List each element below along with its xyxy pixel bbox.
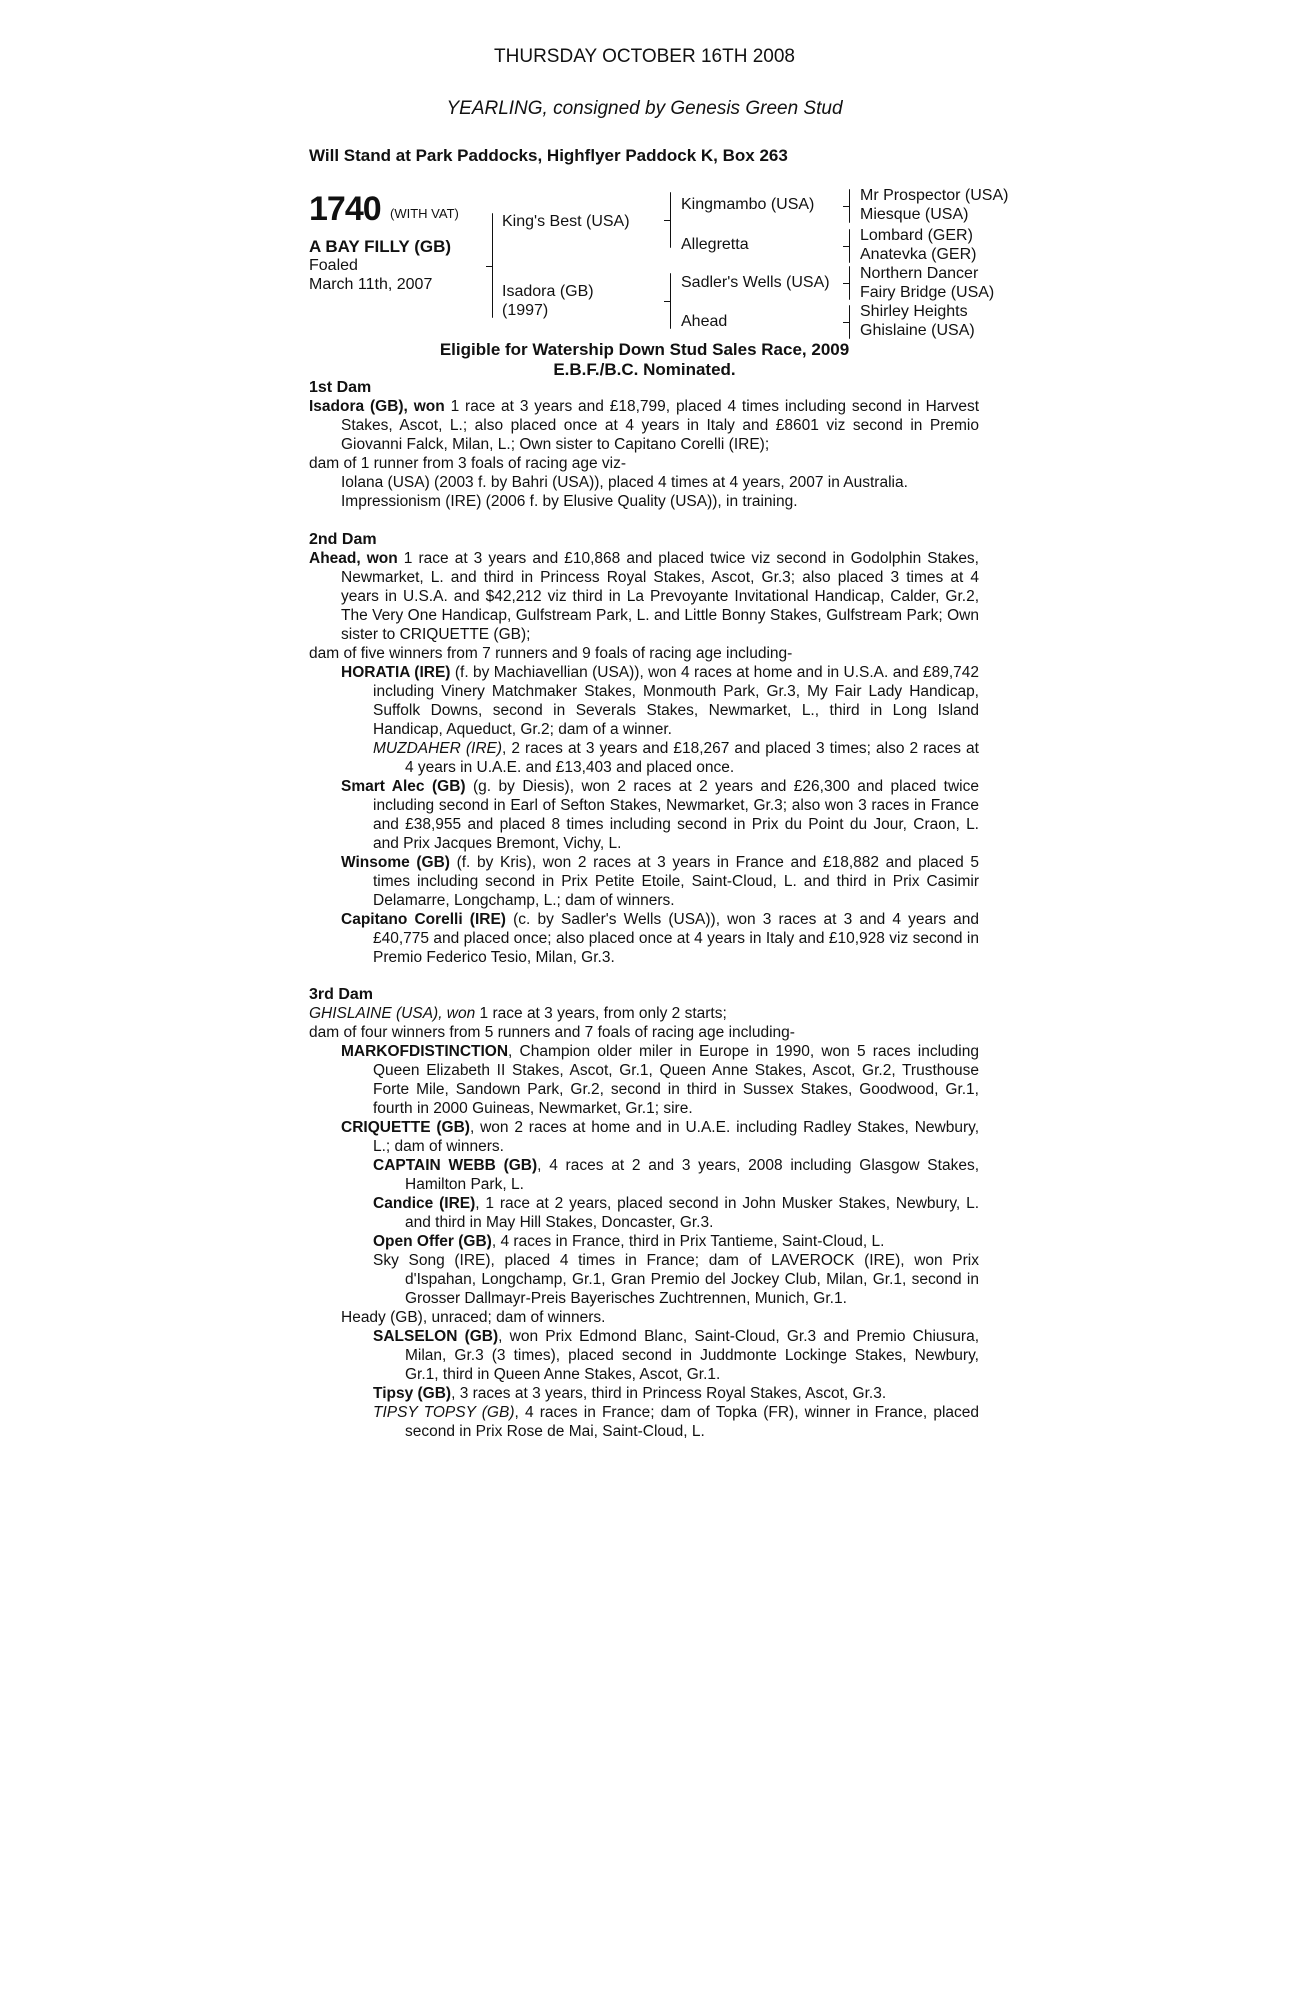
progeny-text: , won Prix Edmond Blanc, Saint-Cloud, Gr.3 and Premio Chiusura, Milan, Gr.3 (3 times), placed second in Juddmonte Lockinge Stakes, Newbury, Gr.1, third in Queen Anne Stakes, Ascot, Gr.1. bbox=[405, 1328, 979, 1383]
progeny-entry bbox=[309, 1384, 979, 1403]
progeny-name: CAPTAIN WEBB (GB) bbox=[373, 1157, 538, 1174]
pedigree-brace bbox=[849, 266, 850, 300]
progeny-entry bbox=[309, 1118, 979, 1156]
progeny-name: HORATIA (IRE) bbox=[341, 664, 451, 681]
progeny-name: Heady (GB) bbox=[341, 1309, 423, 1326]
progeny-entry bbox=[309, 739, 979, 777]
second-dam-section bbox=[309, 530, 979, 967]
section-heading: 2nd Dam bbox=[309, 531, 377, 548]
progeny-entry bbox=[309, 663, 979, 739]
pedigree-dam: Isadora (GB) bbox=[502, 283, 594, 300]
progeny-entry bbox=[309, 1327, 979, 1384]
first-dam-section bbox=[309, 378, 979, 511]
pedigree-dam-year: (1997) bbox=[502, 302, 549, 319]
progeny-entry bbox=[309, 1308, 979, 1327]
progeny-entry bbox=[309, 910, 979, 967]
progeny-name: MUZDAHER (IRE) bbox=[373, 740, 503, 757]
pedigree-brace bbox=[670, 192, 671, 248]
progeny-text: (f. by Machiavellian (USA)), won 4 races at home and in U.S.A. and £89,742 including Vinery Matchmaker Stakes, Monmouth Park, Gr.3, My Fair Lady Handicap, Suffolk Downs, second in Severals Stakes, Newmarket, L., third in Long Island Handicap, Aqueduct, Gr.2; dam of a winner. bbox=[373, 664, 980, 738]
progeny-name: Capitano Corelli (IRE) bbox=[341, 911, 506, 928]
progeny-name: Candice (IRE) bbox=[373, 1195, 476, 1212]
progeny-text: , Champion older miler in Europe in 1990, won 5 races including Queen Elizabeth II Stakes, Ascot, Gr.1, Queen Anne Stakes, Ascot, Gr.2, Trusthouse Forte Mile, Sandown Park, Gr.2, second in third in Sussex Stakes, Goodwood, Gr.1, fourth in 2000 Guineas, Newmarket, Gr.1; sire. bbox=[373, 1043, 979, 1117]
dam-record-text: 1 race at 3 years and £18,799, placed 4 times including second in Harvest Stakes, Ascot, L.; also placed once at 4 years in Italy and £8601 viz second in Premio Giovanni Falck, Milan, L.; Own sister to Capitano Corelli (IRE); bbox=[341, 398, 979, 453]
pedigree-gg6: Fairy Bridge (USA) bbox=[860, 284, 995, 301]
pedigree-gg5: Northern Dancer bbox=[860, 265, 979, 282]
dam-of-line: dam of four winners from 5 runners and 7 foals of racing age including- bbox=[309, 1024, 795, 1041]
dam-of-line: dam of 1 runner from 3 foals of racing age viz- bbox=[309, 455, 627, 472]
pedigree-brace bbox=[849, 189, 850, 223]
pedigree-gg7: Shirley Heights bbox=[860, 303, 968, 320]
progeny-name: MARKOFDISTINCTION bbox=[341, 1043, 509, 1060]
dam-record bbox=[309, 1004, 979, 1023]
progeny-name: Open Offer (GB) bbox=[373, 1233, 492, 1250]
consignment-line: YEARLING, consigned by Genesis Green Stud bbox=[446, 98, 843, 119]
progeny-entry bbox=[309, 1251, 979, 1308]
progeny-text: , unraced; dam of winners. bbox=[422, 1309, 606, 1326]
progeny-text: , 3 races at 3 years, third in Princess Royal Stakes, Ascot, Gr.3. bbox=[451, 1385, 887, 1402]
dam-name: GHISLAINE (USA), won bbox=[309, 1005, 476, 1022]
dam-name: Isadora (GB), won bbox=[309, 398, 445, 415]
ebf-note: E.B.F./B.C. Nominated. bbox=[553, 360, 736, 379]
progeny-text: , 4 races in France, third in Prix Tantieme, Saint-Cloud, L. bbox=[491, 1233, 885, 1250]
progeny-entry bbox=[309, 1042, 979, 1118]
progeny-entry bbox=[309, 777, 979, 853]
pedigree-gg8: Ghislaine (USA) bbox=[860, 322, 975, 339]
progeny-text: , 2 races at 3 years and £18,267 and placed 3 times; also 2 races at 4 years in U.A.E. and £13,403 and placed once. bbox=[405, 740, 979, 776]
progeny-text: , won 2 races at home and in U.A.E. including Radley Stakes, Newbury, L.; dam of winners. bbox=[373, 1119, 980, 1155]
progeny-text: , placed 4 times in France; dam of LAVEROCK (IRE), won Prix d'Ispahan, Longchamp, Gr.1, Gran Premio del Jockey Club, Milan, Gr.1, second in Grosser Dallmayr-Preis Bayerisches Zuchtrennen, Munich, Gr.1. bbox=[405, 1252, 980, 1307]
progeny-entry bbox=[309, 853, 979, 910]
progeny-name: Winsome (GB) bbox=[341, 854, 450, 871]
progeny-name: TIPSY TOPSY (GB) bbox=[373, 1404, 515, 1421]
progeny-entry: Impressionism (IRE) (2006 f. by Elusive Quality (USA)), in training. bbox=[341, 493, 798, 510]
foaled-label: Foaled bbox=[309, 257, 358, 274]
progeny-entry bbox=[309, 1232, 979, 1251]
progeny-name: SALSELON (GB) bbox=[373, 1328, 499, 1345]
lot-number: 1740 bbox=[309, 190, 381, 228]
progeny-text: (c. by Sadler's Wells (USA)), won 3 races at 3 and 4 years and £40,775 and placed once; also placed once at 4 years in Italy and £10,928 viz second in Premio Federico Tesio, Milan, Gr.3. bbox=[373, 911, 979, 966]
pedigree-gg4: Anatevka (GER) bbox=[860, 246, 977, 263]
section-heading: 3rd Dam bbox=[309, 986, 374, 1003]
stand-location: Will Stand at Park Paddocks, Highflyer Paddock K, Box 263 bbox=[309, 146, 788, 165]
progeny-text: , 1 race at 2 years, placed second in John Musker Stakes, Newbury, L. and third in May Hill Stakes, Doncaster, Gr.3. bbox=[405, 1195, 979, 1231]
progeny-text: , 4 races in France; dam of Topka (FR), winner in France, placed second in Prix Rose de Mai, Saint-Cloud, L. bbox=[405, 1404, 980, 1440]
progeny-entry bbox=[309, 1156, 979, 1194]
dam-record bbox=[309, 549, 979, 644]
pedigree-gg2: Miesque (USA) bbox=[860, 206, 969, 223]
third-dam-section bbox=[309, 985, 979, 1441]
eligibility-note: Eligible for Watership Down Stud Sales Race, 2009 bbox=[439, 340, 850, 359]
sale-date: THURSDAY OCTOBER 16TH 2008 bbox=[494, 46, 795, 67]
pedigree-dam-sire: Sadler's Wells (USA) bbox=[681, 274, 830, 291]
pedigree-dam-dam: Ahead bbox=[681, 313, 728, 330]
dam-record-text: 1 race at 3 years, from only 2 starts; bbox=[475, 1005, 727, 1022]
progeny-entry: Iolana (USA) (2003 f. by Bahri (USA)), placed 4 times at 4 years, 2007 in Australia. bbox=[341, 474, 908, 491]
section-heading: 1st Dam bbox=[309, 379, 372, 396]
progeny-name: Sky Song (IRE) bbox=[373, 1252, 491, 1269]
pedigree-brace bbox=[492, 213, 493, 318]
progeny-name: Tipsy (GB) bbox=[373, 1385, 452, 1402]
progeny-name: CRIQUETTE (GB) bbox=[341, 1119, 470, 1136]
pedigree-brace bbox=[849, 229, 850, 263]
pedigree-gg1: Mr Prospector (USA) bbox=[860, 187, 1009, 204]
dam-of-line: dam of five winners from 7 runners and 9 foals of racing age including- bbox=[309, 645, 793, 662]
pedigree-sire-dam: Allegretta bbox=[681, 236, 749, 253]
pedigree-gg3: Lombard (GER) bbox=[860, 227, 973, 244]
progeny-name: Smart Alec (GB) bbox=[341, 778, 466, 795]
progeny-text: (g. by Diesis), won 2 races at 2 years and £26,300 and placed twice including second in Earl of Sefton Stakes, Newmarket, Gr.3; also won 3 races in France and £38,955 and placed 8 times including second in Prix du Point du Jour, Craon, L. and Prix Jacques Bremont, Vichy, L. bbox=[373, 778, 979, 852]
dam-record-text: 1 race at 3 years and £10,868 and placed twice viz second in Godolphin Stakes, Newmarket, L. and third in Princess Royal Stakes, Ascot, Gr.3; also placed 3 times at 4 years in U.S.A. and $42,212 viz third in La Prevoyante Invitational Handicap, Calder, Gr.2, The Very One Handicap, Gulfstream Park, L. and Little Bonny Stakes, Gulfstream Park; Own sister to CRIQUETTE (GB); bbox=[341, 550, 979, 643]
pedigree-sire: King's Best (USA) bbox=[502, 213, 630, 230]
dam-record bbox=[309, 397, 979, 454]
progeny-text: , 4 races at 2 and 3 years, 2008 including Glasgow Stakes, Hamilton Park, L. bbox=[405, 1157, 980, 1193]
dam-name: Ahead, won bbox=[309, 550, 398, 567]
lot-description: A BAY FILLY (GB) bbox=[309, 237, 452, 256]
vat-note: (WITH VAT) bbox=[390, 206, 459, 221]
progeny-entry bbox=[309, 1194, 979, 1232]
pedigree-brace bbox=[849, 305, 850, 339]
pedigree-brace bbox=[670, 273, 671, 329]
foaled-date: March 11th, 2007 bbox=[309, 276, 433, 293]
progeny-entry bbox=[309, 1403, 979, 1441]
pedigree-sire-sire: Kingmambo (USA) bbox=[681, 196, 815, 213]
progeny-text: (f. by Kris), won 2 races at 3 years in France and £18,882 and placed 5 times including second in Prix Petite Etoile, Saint-Cloud, L. and third in Prix Casimir Delamarre, Longchamp, L.; dam of winners. bbox=[373, 854, 980, 909]
